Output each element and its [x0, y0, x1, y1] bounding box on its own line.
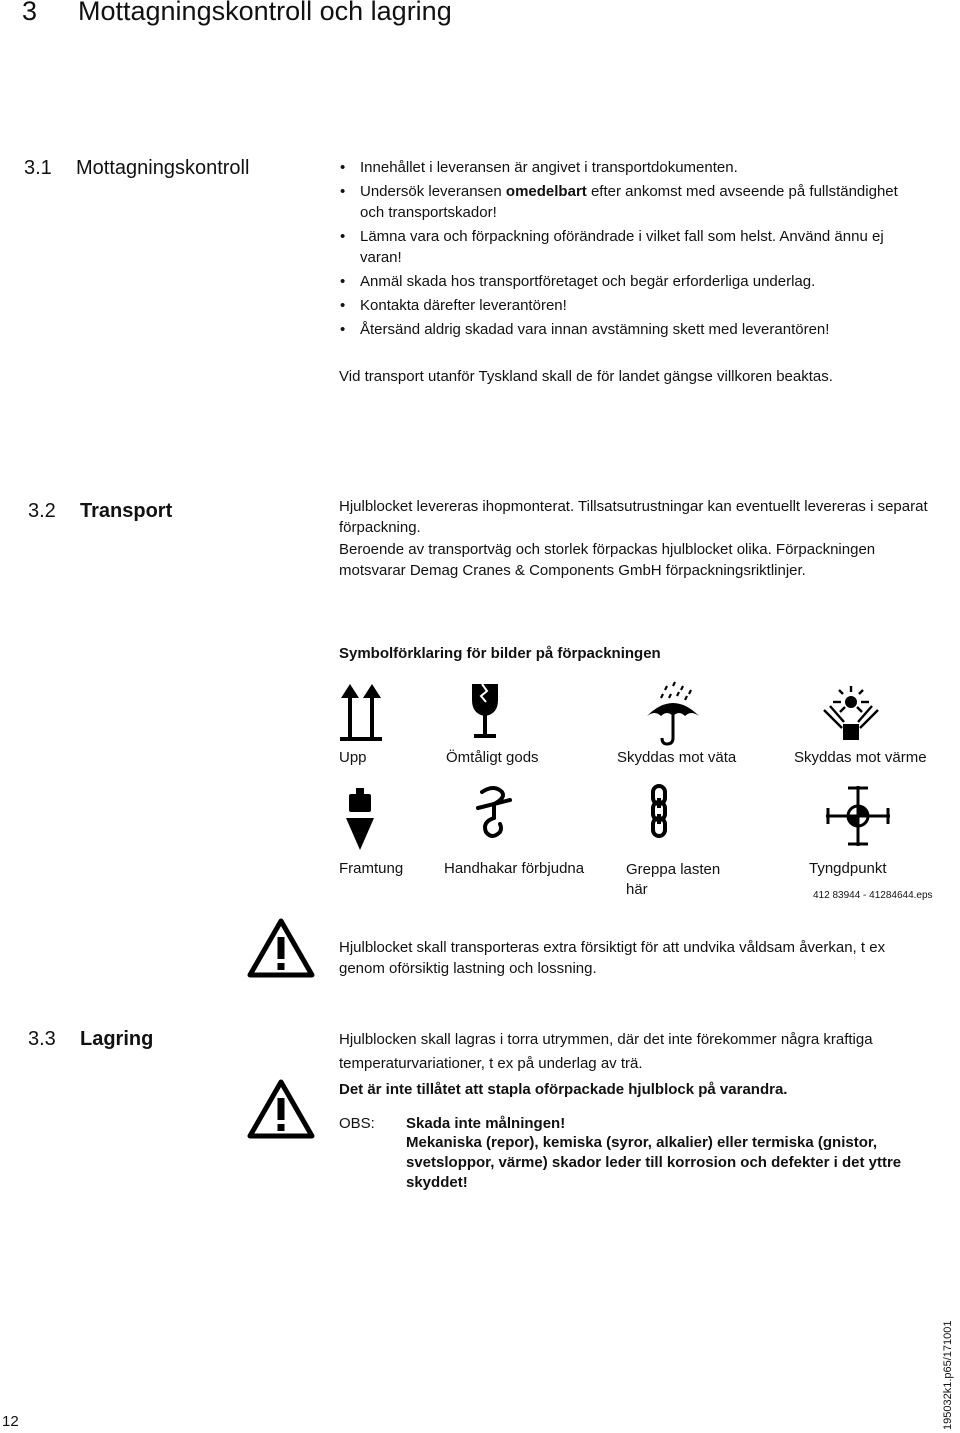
list-item: • Innehållet i leveransen är angivet i transportdokumenten. [339, 157, 919, 178]
umbrella-rain-icon [643, 680, 703, 746]
symbol-label-upp: Upp [339, 749, 367, 766]
transport-paragraph-1: Hjulblocket levereras ihopmonterat. Tillsatsutrustningar kan eventuellt levereras i separat förpackning. [339, 498, 928, 536]
fragile-glass-icon [468, 682, 502, 742]
storage-paragraph: Hjulblocken skall lagras i torra utrymmen, där det inte förekommer några kraftiga temperaturvariationer, t ex på underlag av trä. [339, 1031, 873, 1072]
storage-stacking-warning: Det är inte tillåtet att stapla oförpackade hjulblock på varandra. [339, 1081, 788, 1098]
list-item: • Återsänd aldrig skadad vara innan avstämning skett med leverantören! [339, 319, 919, 340]
symbols-heading: Symbolförklaring för bilder på förpackningen [339, 645, 661, 662]
section-3-1-heading [24, 157, 249, 180]
list-item: • Lämna vara och förpackning oförändrade i vilket fall som helst. Använd ännu ej varan! [339, 226, 919, 268]
symbol-label-keep-cool: Skyddas mot värme [794, 749, 927, 766]
section-number: 3.2 [28, 500, 56, 522]
section-number: 3.3 [28, 1028, 56, 1050]
chapter-number: 3 [22, 0, 38, 26]
this-way-up-icon [336, 682, 386, 742]
section-title: Lagring [80, 1028, 154, 1050]
sun-heat-icon [820, 684, 882, 742]
obs-line-1: Skada inte målningen! [406, 1115, 566, 1132]
symbol-label-fragile: Ömtåligt gods [446, 749, 539, 766]
warning-triangle-icon [246, 917, 316, 984]
centre-of-gravity-icon [826, 786, 890, 846]
section-title: Transport [80, 500, 173, 522]
no-hand-hooks-icon [472, 784, 516, 844]
section-title: Mottagningskontroll [76, 157, 250, 179]
warning-triangle-icon [246, 1078, 316, 1145]
transport-warning: Hjulblocket skall transporteras extra försiktigt för att undvika våldsam åverkan, t ex genom oförsiktig lastning och lossning. [339, 939, 886, 977]
section-number: 3.1 [24, 157, 52, 179]
document-code: 195032k1.p65/171001 [942, 1320, 954, 1430]
symbol-label-top-heavy: Framtung [339, 860, 404, 877]
symbol-label-centre-of-gravity: Tyngdpunkt [809, 860, 887, 877]
figure-reference: 412 83944 - 41284644.eps [813, 890, 933, 901]
obs-line-2: Mekaniska (repor), kemiska (syror, alkalier) eller termiska (gnistor, svetsloppor, värme) skador leder till korrosion och defekter i det yttre skyddet! [406, 1134, 902, 1191]
chain-sling-icon [645, 784, 673, 844]
obs-label: OBS: [339, 1115, 375, 1132]
top-heavy-icon [343, 786, 377, 852]
transport-paragraph-2: Beroende av transportväg och storlek förpackas hjulblocket olika. Förpackningen motsvarar Demag Cranes & Components GmbH förpackningsriktlinjer. [339, 541, 876, 579]
list-item: • Undersök leveransen omedelbart efter ankomst med avseende på fullständighet och transportskador! [339, 181, 919, 223]
chapter-heading [22, 0, 452, 27]
page-number: 12 [2, 1413, 19, 1430]
symbol-label-sling-here: Greppa lasten här [626, 861, 721, 898]
section-3-2-heading [28, 500, 172, 523]
chapter-title: Mottagningskontroll och lagring [78, 0, 452, 26]
section-3-3-heading [28, 1028, 153, 1051]
symbol-label-keep-dry: Skyddas mot väta [617, 749, 737, 766]
symbol-label-no-hooks: Handhakar förbjudna [444, 860, 585, 877]
transport-note: Vid transport utanför Tyskland skall de för landet gängse villkoren beaktas. [339, 368, 833, 385]
section-3-1-body [339, 157, 919, 343]
list-item: • Anmäl skada hos transportföretaget och begär erforderliga underlag. [339, 271, 919, 292]
checklist [339, 157, 919, 340]
list-item: • Kontakta därefter leverantören! [339, 295, 919, 316]
